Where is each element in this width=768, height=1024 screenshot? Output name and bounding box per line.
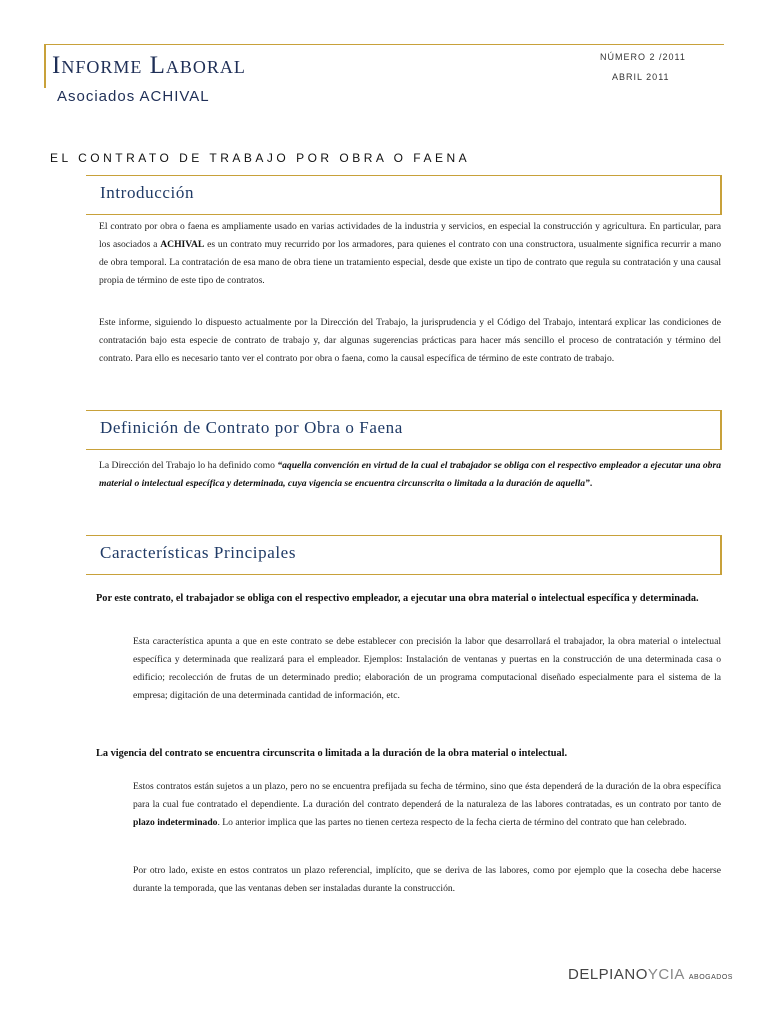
definition-text: La Dirección del Trabajo lo ha definido como	[99, 460, 278, 471]
feature-paragraph-2	[133, 778, 721, 832]
header-accent-line	[44, 44, 46, 88]
footer-logo	[568, 966, 685, 983]
feature-lead-2: La vigencia del contrato se encuentra circunscrita o limitada a la duración de la obra material o intelectual.	[96, 748, 568, 759]
document-title: EL CONTRATO DE TRABAJO POR OBRA O FAENA	[50, 151, 471, 165]
feature-p2-text-c: . Lo anterior implica que las partes no tienen certeza respecto de la fecha cierta de término del contrato que han celebrado.	[217, 817, 687, 828]
definition-end: .	[589, 478, 593, 489]
feature-lead-1: Por este contrato, el trabajador se obliga con el respectivo empleador, a ejecutar una obra material o intelectual específica y determinada.	[96, 593, 699, 604]
section-heading: Definición de Contrato por Obra o Faena	[100, 418, 403, 437]
feature-paragraph-3: Por otro lado, existe en estos contratos un plazo referencial, implícito, que se deriva de las labores, como por ejemplo que la cosecha debe hacerse durante la temporada, que las ventanas deben ser instaladas durante la construcción.	[133, 865, 721, 894]
footer-brand-suffix: ABOGADOS	[688, 974, 733, 981]
section-heading: Características Principales	[100, 543, 297, 562]
issue-number: NÚMERO 2 /2011	[600, 52, 686, 62]
section-features-header	[86, 535, 722, 575]
intro-p1-achival: ACHIVAL	[160, 239, 205, 250]
report-subtitle: Asociados ACHIVAL	[57, 88, 210, 105]
footer-brand-dark: DELPIANO	[568, 966, 648, 983]
intro-paragraph-1	[99, 218, 721, 290]
report-title: Informe Laboral	[52, 52, 246, 79]
footer-brand	[568, 966, 733, 984]
feature-p2-bold: plazo indeterminado	[133, 817, 218, 828]
footer-brand-light: YCIA	[647, 966, 685, 983]
intro-p1-text-c: es un contrato muy recurrido por los armadores, para quienes el contrato con una constructora, usualmente significa recurrir a mano de obra temporal. La contratación de esa mano de obra tiene un tratamiento especial, desde que existe un tipo de contrato que regula su contratación y una causal propia de término de este tipo de contratos.	[99, 239, 721, 286]
definition-quote: “aquella convención en virtud de la cual el trabajador se obliga con el respectivo empleador a ejecutar una obra material o intelectual específica y determinada, cuya vigencia se encuentra circunscrita o limitada a la duración de aquella”	[99, 460, 721, 489]
section-definition-header	[86, 410, 722, 450]
feature-paragraph-1: Esta característica apunta a que en este contrato se debe establecer con precisión la labor que desarrollará el trabajador, la obra material o intelectual específica y determinada que realizará para el empleador. Ejemplos: Instalación de ventanas y puertas en la construcción de una determinada casa o edificio; recolección de frutas de un determinado predio; elaboración de un programa computacional diseñado especialmente para el sistema de la empresa; digitación de una determinada cantidad de información, etc.	[133, 636, 721, 701]
intro-p1-text-a: El contrato por obra o faena es ampliamente usado en varias actividades de la industria y servicios, en especial la construcción y agricultura. En particular, para los asociados a	[99, 221, 721, 250]
section-heading: Introducción	[100, 183, 195, 202]
issue-date: ABRIL 2011	[612, 72, 670, 82]
feature-p2-text-a: Estos contratos están sujetos a un plazo, pero no se encuentra prefijada su fecha de término, sino que ésta dependerá de la duración de la obra específica para la cual fue contratado el dependiente. La duración del contrato dependerá de la naturaleza de las labores contratadas, es un contrato por tanto de	[133, 781, 721, 810]
intro-paragraph-2: Este informe, siguiendo lo dispuesto actualmente por la Dirección del Trabajo, la jurisprudencia y el Código del Trabajo, intentará explicar las condiciones de contratación bajo esta especie de contrato de trabajo y, dar algunas sugerencias prácticas para hacer más sencillo el proceso de contratación y término del contrato. Para ello es necesario tanto ver el contrato por obra o faena, como la causal específica de término de este contrato de trabajo.	[99, 317, 721, 364]
section-intro-header	[86, 175, 722, 215]
header-rule	[44, 44, 724, 45]
definition-paragraph	[99, 457, 721, 493]
